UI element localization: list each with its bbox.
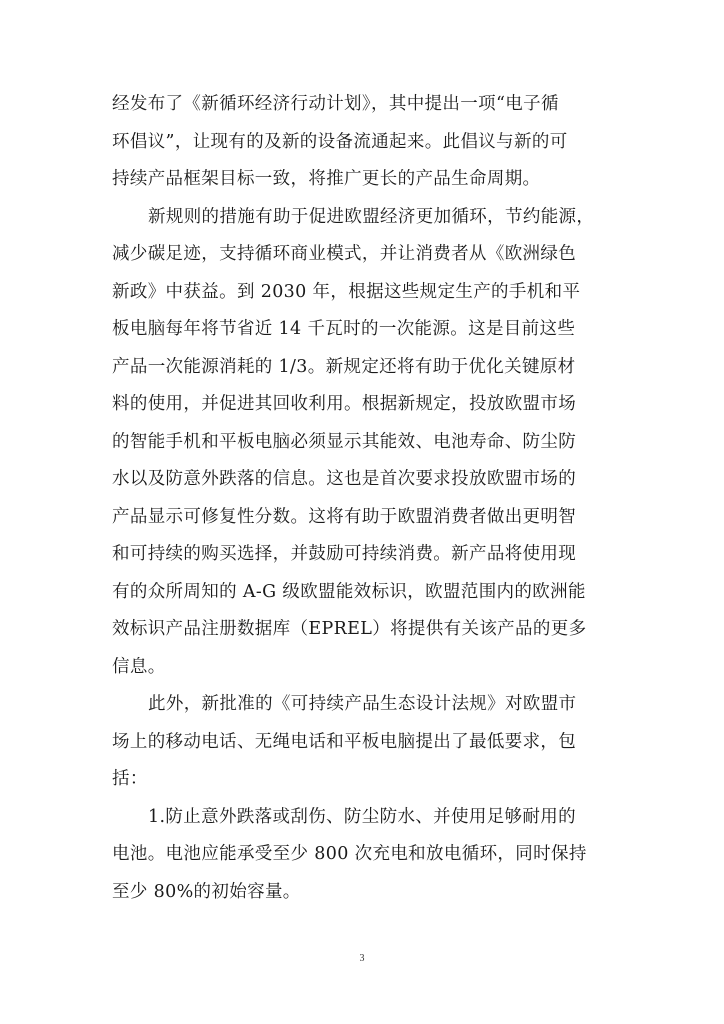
text-line: 减少碳足迹，支持循环商业模式，并让消费者从《欧洲绿色 — [112, 244, 577, 264]
text-line: 效标识产品注册数据库（EPREL）将提供有关该产品的更多 — [112, 619, 587, 639]
text-line: 产品显示可修复性分数。这将有助于欧盟消费者做出更明智 — [112, 506, 577, 527]
text-line: 水以及防意外跌落的信息。这也是首次要求投放欧盟市场的 — [112, 469, 577, 489]
paragraph-first-line: 此外，新批准的《可持续产品生态设计法规》对欧盟市 — [148, 694, 577, 714]
text-line: 信息。 — [112, 656, 166, 677]
text-line: 的智能手机和平板电脑必须显示其能效、电池寿命、防尘防 — [112, 431, 577, 452]
text-line: 板电脑每年将节省近 14 千瓦时的一次能源。这是目前这些 — [112, 319, 576, 339]
text-line: 括： — [112, 769, 148, 789]
text-line: 持续产品框架目标一致，将推广更长的产品生命周期。 — [112, 169, 541, 189]
text-line: 环倡议”，让现有的及新的设备流通起来。此倡议与新的可 — [112, 131, 568, 152]
body-text — [112, 86, 612, 911]
text-line: 和可持续的购买选择，并鼓励可持续消费。新产品将使用现 — [112, 544, 577, 564]
text-line: 电池。电池应能承受至少 800 次充电和放电循环，同时保持 — [112, 844, 587, 864]
text-line: 场上的移动电话、无绳电话和平板电脑提出了最低要求，包 — [112, 731, 577, 752]
text-line: 新政》中获益。到 2030 年，根据这些规定生产的手机和平 — [112, 281, 581, 302]
text-line: 经发布了《新循环经济行动计划》，其中提出一项“电子循 — [112, 94, 559, 114]
text-line: 至少 80%的初始容量。 — [112, 881, 301, 902]
text-line: 产品一次能源消耗的 1/3。新规定还将有助于优化关键原材 — [112, 356, 576, 377]
paragraph-first-line: 1.防止意外跌落或刮伤、防尘防水、并使用足够耐用的 — [148, 806, 576, 827]
page-number: 3 — [359, 953, 365, 964]
paragraph-first-line: 新规则的措施有助于促进欧盟经济更加循环，节约能源， — [148, 206, 595, 227]
text-line: 有的众所周知的 A-G 级欧盟能效标识，欧盟范围内的欧洲能 — [112, 581, 586, 602]
text-line: 料的使用，并促进其回收利用。根据新规定，投放欧盟市场 — [112, 394, 577, 414]
